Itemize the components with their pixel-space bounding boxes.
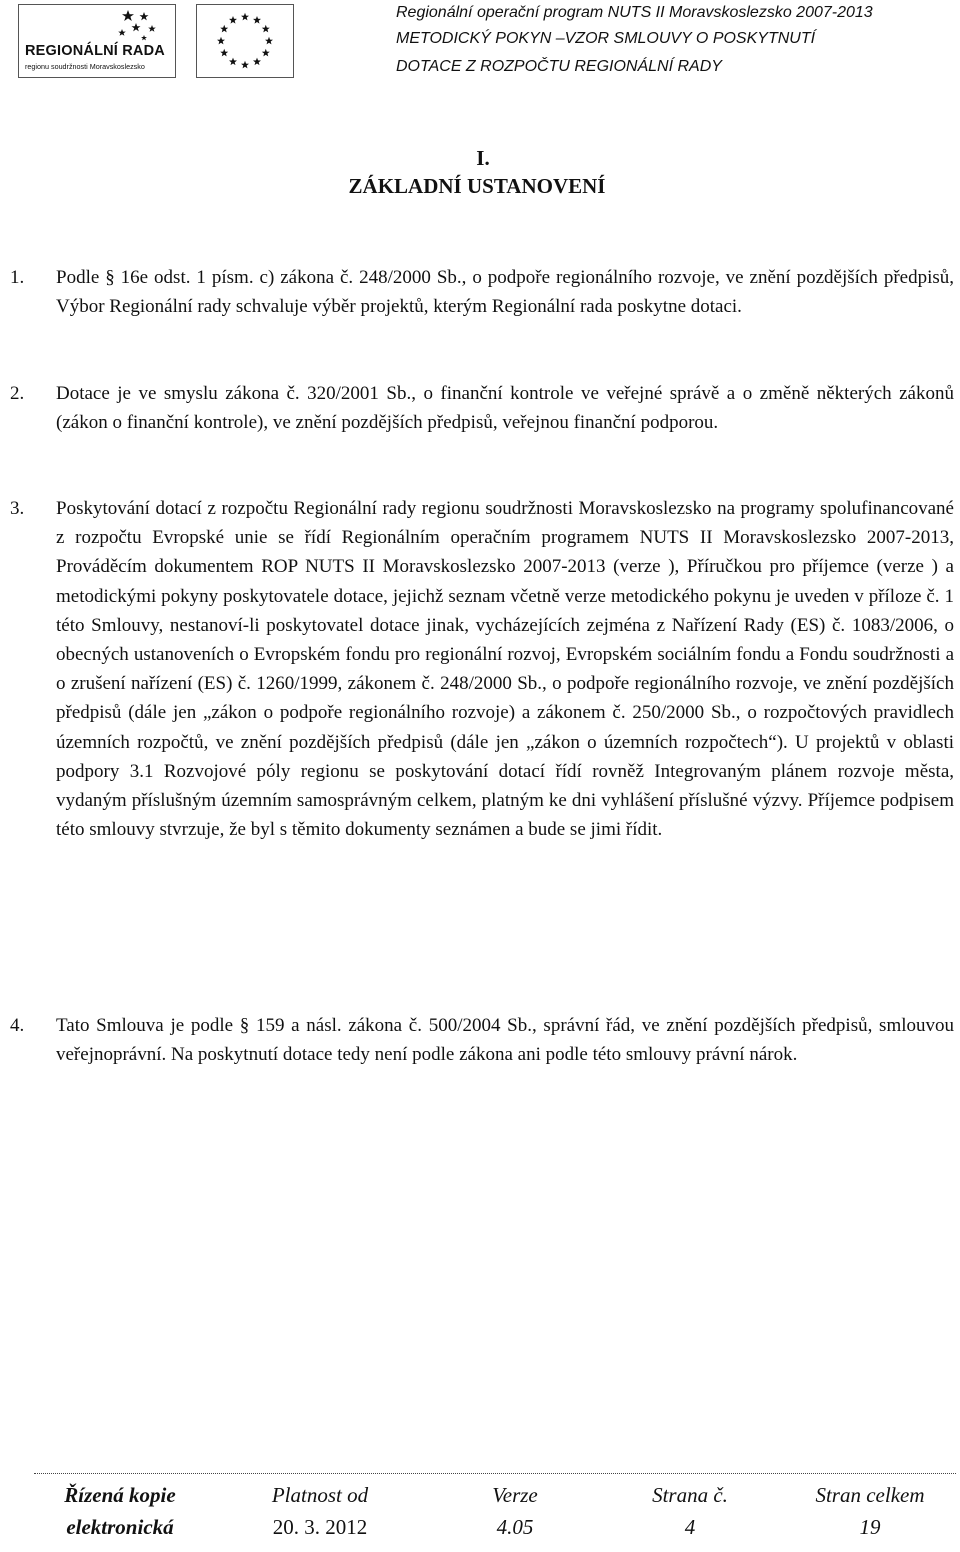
eu-star-icon: [220, 49, 228, 57]
eu-star-icon: [262, 49, 270, 57]
logo-sub-text: regionu soudržnosti Moravskoslezsko: [25, 62, 145, 71]
eu-star-icon: [253, 16, 261, 24]
item-number: 3.: [10, 498, 25, 519]
header-program-line: Regionální operační program NUTS II Moravskoslezsko 2007-2013: [396, 4, 873, 21]
footer-total-pages: [780, 1479, 960, 1543]
footer-copy-type: [30, 1479, 210, 1543]
eu-star-icon: [229, 16, 237, 24]
star-cluster-icon: [114, 9, 164, 45]
document-footer: [0, 1473, 960, 1552]
footer-copy-label: Řízená kopie: [64, 1483, 176, 1507]
footer-valid-from-label: Platnost od: [271, 1483, 369, 1507]
footer-version-value: 4.05: [496, 1515, 534, 1539]
footer-total-pages-label: Stran celkem: [815, 1483, 925, 1507]
eu-star-icon: [241, 61, 249, 69]
eu-logo: [196, 4, 294, 78]
eu-star-icon: [262, 25, 270, 33]
footer-version-label: Verze: [492, 1483, 538, 1507]
header-subject-line: DOTACE Z ROZPOČTU REGIONÁLNÍ RADY: [396, 58, 722, 75]
footer-page: [600, 1479, 780, 1543]
item-number: 1.: [10, 267, 25, 288]
eu-stars-icon: [197, 5, 293, 77]
eu-star-icon: [253, 58, 261, 66]
item-number: 4.: [10, 1015, 25, 1036]
header-guideline-line: METODICKÝ POKYN –VZOR SMLOUVY O POSKYTNUTÍ: [396, 30, 816, 47]
footer-copy-value: elektronická: [66, 1515, 174, 1539]
footer-valid-from: [230, 1479, 410, 1543]
eu-star-icon: [220, 25, 228, 33]
regionalni-rada-logo: [18, 4, 176, 78]
section-number: I.: [476, 146, 490, 170]
item-text: Podle § 16e odst. 1 písm. c) zákona č. 248/2000 Sb., o podpoře regionálního rozvoje, ve znění pozdějších předpisů, Výbor Regionální rady schvaluje výběr projektů, kterým Regionální rada poskytne dotaci.: [56, 267, 954, 318]
footer-total-pages-value: 19: [859, 1515, 881, 1539]
footer-divider: [34, 1473, 956, 1474]
eu-star-icon: [229, 58, 237, 66]
eu-star-icon: [241, 13, 249, 21]
logo-brand-text: REGIONÁLNÍ RADA: [25, 43, 165, 59]
footer-page-value: 4: [684, 1515, 696, 1539]
item-text: Dotace je ve smyslu zákona č. 320/2001 Sb., o finanční kontrole ve veřejné správě a o změně některých zákonů (zákon o finanční kontrole), ve znění pozdějších předpisů, veřejnou finanční podporou.: [56, 383, 954, 434]
footer-page-label: Strana č.: [652, 1483, 728, 1507]
section-title: ZÁKLADNÍ USTANOVENÍ: [348, 174, 606, 198]
item-number: 2.: [10, 383, 25, 404]
footer-version: [430, 1479, 600, 1543]
item-text: Poskytování dotací z rozpočtu Regionální rady regionu soudržnosti Moravskoslezsko na programy spolufinancované z rozpočtu Evropské unie se řídí Regionálním operačním programem NUTS II Moravskoslezsko 2007-2013, Prováděcím dokumentem ROP NUTS II Moravskoslezsko 2007-2013 (verze ), Příručkou pro příjemce (verze ) a metodickými pokyny poskytovatele dotace, jejichž seznam včetně verze metodického pokynu je uveden v příloze č. 1 této Smlouvy, nestanoví-li poskytovatel dotace jinak, vycházejících zejména z Nařízení Rady (ES) č. 1083/2006, o obecných ustanoveních o Evropském fondu pro regionální rozvoj, Evropském sociálním fondu a Fondu soudržnosti a o zrušení nařízení (ES) č. 1260/1999, zákonem č. 248/2000 Sb., o podpoře regionálního rozvoje, ve znění pozdějších předpisů (dále jen „zákon o podpoře regionálního rozvoje) a zákonem č. 250/2000 Sb., o rozpočtových pravidlech územních rozpočtů, ve znění pozdějších předpisů (dále jen „zákon o územních rozpočtech“). U projektů v oblasti podpory 3.1 Rozvojové póly regionu se poskytování dotací řídí rovněž Integrovaným plánem rozvoje města, vydaným příslušným územním samosprávným celkem, platným ke dni vyhlášení příslušné výzvy. Příjemce podpisem této smlouvy stvrzuje, že byl s těmito dokumenty seznámen a bude se jimi řídit.: [56, 498, 954, 841]
footer-valid-from-value: 20. 3. 2012: [272, 1515, 368, 1539]
item-text: Tato Smlouva je podle § 159 a násl. zákona č. 500/2004 Sb., správní řád, ve znění pozdějších předpisů, smlouvou veřejnoprávní. Na poskytnutí dotace tedy není podle zákona ani podle této smlouvy právní nárok.: [56, 1015, 954, 1066]
eu-star-icon: [217, 37, 225, 45]
eu-star-icon: [265, 37, 273, 45]
